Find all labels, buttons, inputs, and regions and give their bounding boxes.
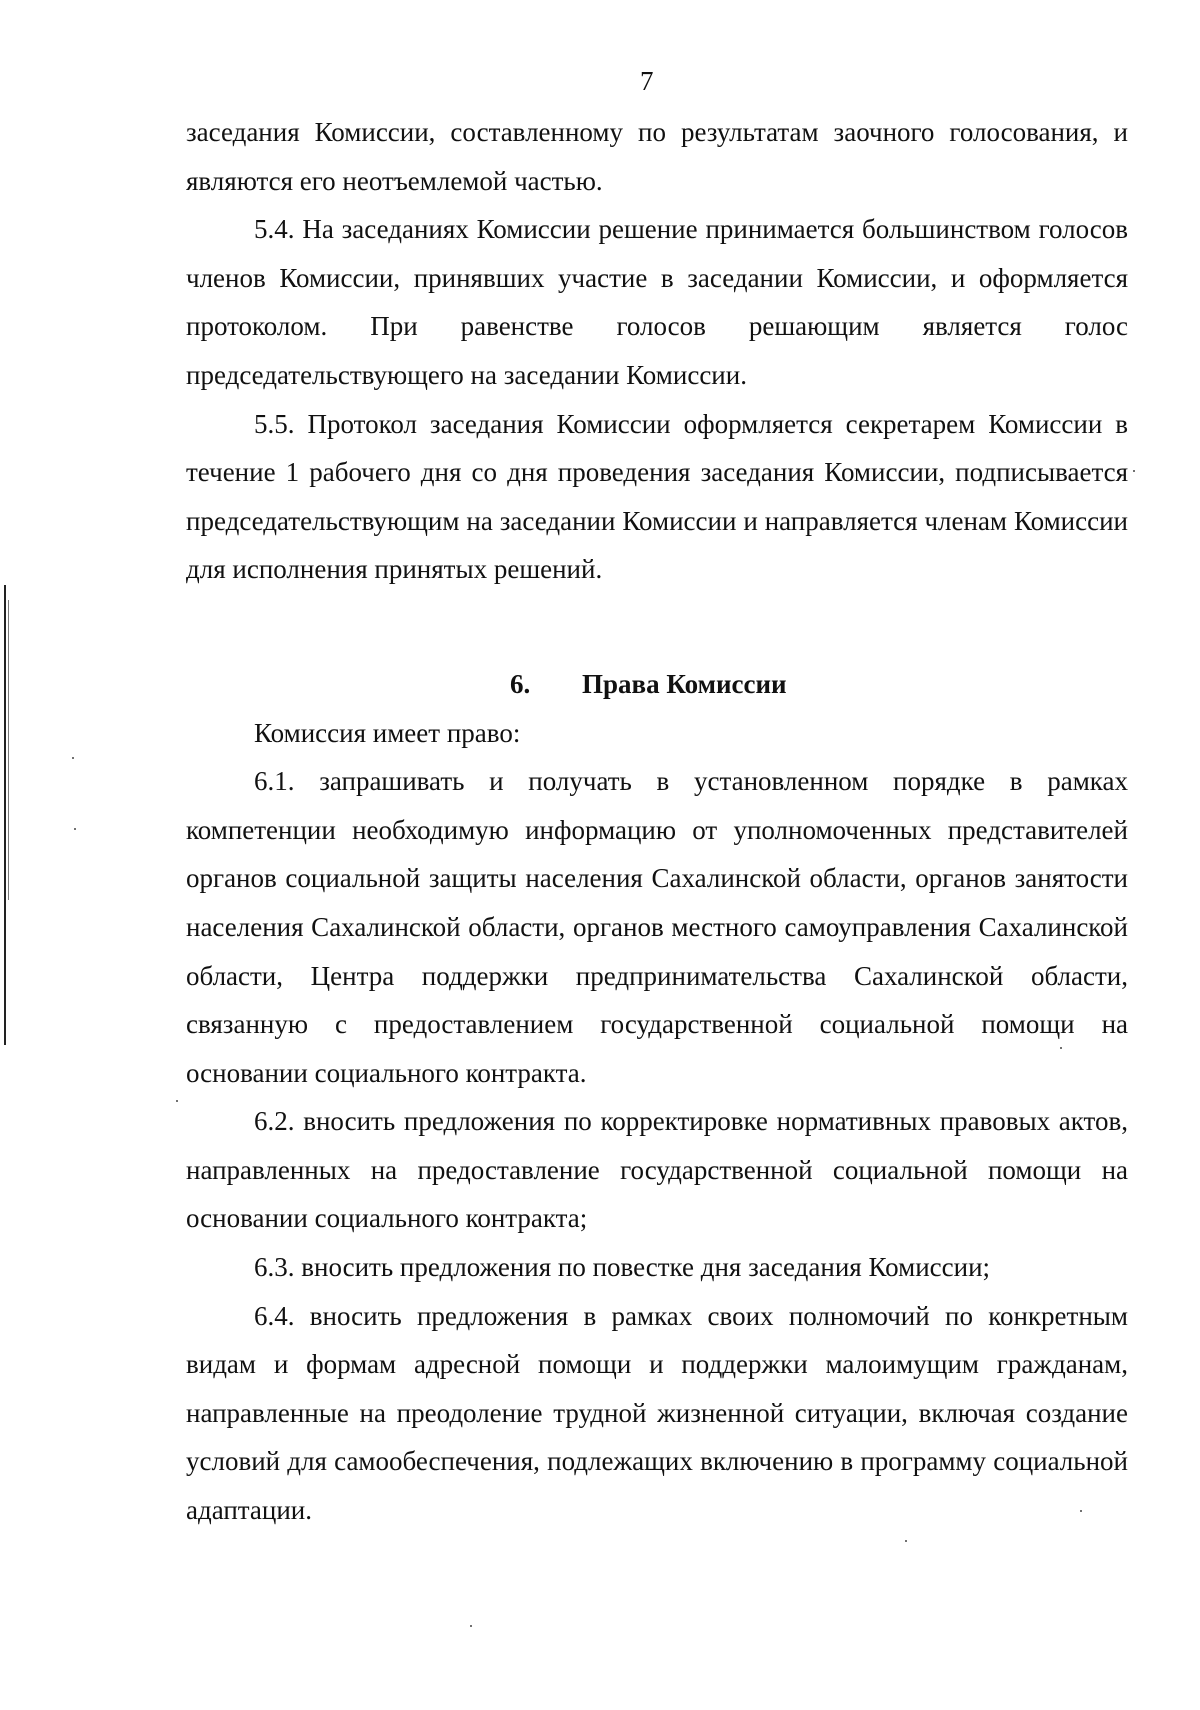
paragraph-6-1: 6.1. запрашивать и получать в установленном порядке в рамках компетенции необходимую информацию от уполномоченных представителей органов социальной защиты населения Сахалинской области, органов занятости населения Сахалинской области, органов местного самоуправления Сахалинской области, Центра поддержки предпринимательства Сахалинской области, связанную с предоставлением государственной социальной помощи на основании социального контракта. [186, 766, 1128, 1088]
section-heading [186, 660, 1128, 709]
paragraph-6-3: 6.3. вносить предложения по повестке дня заседания Комиссии; [254, 1252, 991, 1283]
paragraph-5-5: 5.5. Протокол заседания Комиссии оформляется секретарем Комиссии в течение 1 рабочего дня со дня проведения заседания Комиссии, подписывается председательствующим на заседании Комиссии и направляется членам Комиссии для исполнения принятых решений. [186, 408, 1128, 585]
scan-speck [470, 1625, 472, 1627]
scan-speck [1060, 1047, 1062, 1049]
scan-speck [905, 1540, 907, 1542]
scan-speck [74, 828, 76, 830]
paragraph-continuation: заседания Комиссии, составленному по результатам заочного голосования, и являются его неотъемлемой частью. [186, 117, 1128, 196]
paragraph-intro: Комиссия имеет право: [254, 717, 521, 748]
page-number: 7 [640, 66, 654, 96]
scan-speck [176, 1100, 178, 1102]
scan-edge-mark [8, 600, 9, 900]
scan-edge-mark [4, 585, 6, 1045]
scan-speck [72, 757, 74, 759]
paragraph-5-4: 5.4. На заседаниях Комиссии решение принимается большинством голосов членов Комиссии, принявших участие в заседании Комиссии, и оформляется протоколом. При равенстве голосов решающим является голос председательствующего на заседании Комиссии. [186, 214, 1128, 390]
scan-speck [1133, 470, 1135, 472]
paragraph-6-2: 6.2. вносить предложения по корректировке нормативных правовых актов, направленных на предоставление государственной социальной помощи на основании социального контракта; [186, 1106, 1128, 1234]
section-number: 6. [510, 668, 531, 699]
scan-speck [1080, 1510, 1082, 1512]
paragraph-6-4: 6.4. вносить предложения в рамках своих полномочий по конкретным видам и формам адресной помощи и поддержки малоимущим гражданам, направленные на преодоление трудной жизненной ситуации, включая создание условий для самообеспечения, подлежащих включению в программу социальной адаптации. [186, 1300, 1128, 1526]
document-body [186, 108, 1128, 1535]
section-title: Права Комиссии [582, 668, 787, 699]
